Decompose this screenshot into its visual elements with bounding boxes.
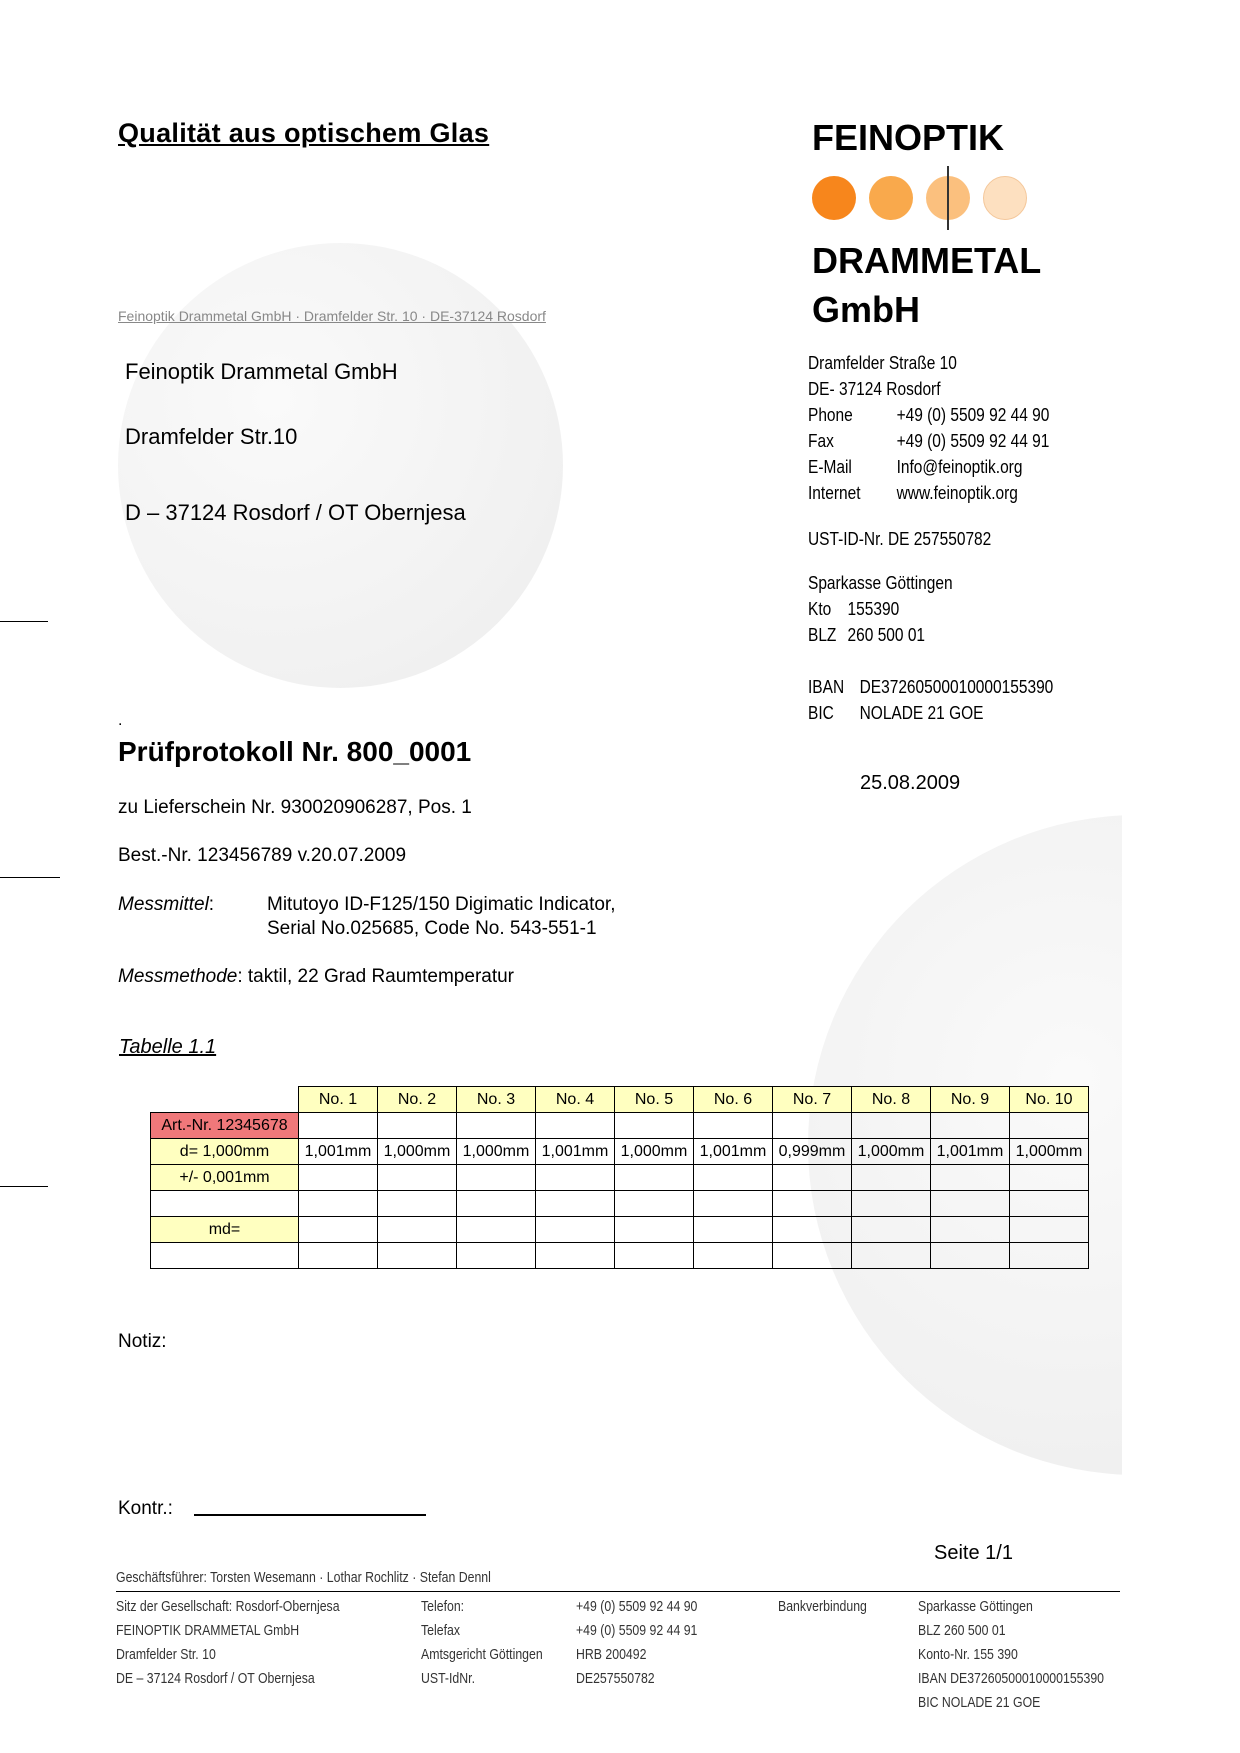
- table-cell: [536, 1243, 615, 1269]
- table-cell: [457, 1113, 536, 1139]
- table-cell: [694, 1191, 773, 1217]
- company-phone: [808, 402, 1049, 428]
- footer-managing-directors: Geschäftsführer: Torsten Wesemann · Lothar Rochlitz · Stefan Dennl: [116, 1569, 491, 1586]
- table-cell: [931, 1217, 1010, 1243]
- footer-text: FEINOPTIK DRAMMETAL GmbH: [116, 1622, 300, 1639]
- messmittel-value-1: Mitutoyo ID-F125/150 Digimatic Indicator,: [267, 894, 616, 915]
- messmittel-label-text: Messmittel: [118, 894, 209, 915]
- table-cell: [151, 1243, 299, 1269]
- table-cell: [931, 1191, 1010, 1217]
- table-cell: [536, 1113, 615, 1139]
- table-cell: [931, 1113, 1010, 1139]
- messmittel-colon: :: [208, 894, 215, 915]
- table-cell: [378, 1165, 457, 1191]
- measured-value-cell: 1,001mm: [299, 1139, 378, 1165]
- table-cell: [378, 1191, 457, 1217]
- blz-value: 260 500 01: [847, 625, 926, 645]
- table-cell: [1010, 1165, 1089, 1191]
- column-header: No. 6: [694, 1087, 773, 1113]
- fax-value: +49 (0) 5509 92 44 91: [896, 431, 1050, 451]
- footer-text: DE – 37124 Rosdorf / OT Obernjesa: [116, 1670, 315, 1687]
- column-header: No. 9: [931, 1087, 1010, 1113]
- blz-label: BLZ: [808, 625, 837, 645]
- table-cell: [536, 1191, 615, 1217]
- company-blz: [808, 622, 925, 648]
- measurement-table: [150, 1086, 1089, 1269]
- phone-label: Phone: [808, 405, 853, 425]
- messmethode: [118, 966, 514, 988]
- footer-column-values: [576, 1595, 697, 1691]
- table-cell: [615, 1165, 694, 1191]
- recipient-street: Dramfelder Str.10: [125, 424, 298, 449]
- footer-text: Sitz der Gesellschaft: Rosdorf-Obernjesa: [116, 1598, 340, 1615]
- table-cell: [852, 1243, 931, 1269]
- table-cell: [299, 1191, 378, 1217]
- company-ust-id: UST-ID-Nr. DE 257550782: [808, 529, 992, 549]
- recipient-city: D – 37124 Rosdorf / OT Obernjesa: [125, 500, 466, 525]
- footer-text: Telefax: [421, 1622, 460, 1639]
- lieferschein-reference: zu Lieferschein Nr. 930020906287, Pos. 1: [118, 797, 472, 818]
- company-iban: [808, 674, 1053, 700]
- notes-label: Notiz:: [118, 1331, 167, 1352]
- footer-column-bank: [918, 1595, 1104, 1715]
- column-header: No. 7: [773, 1087, 852, 1113]
- table-cell: [1010, 1191, 1089, 1217]
- footer-text: Konto-Nr. 155 390: [918, 1646, 1018, 1663]
- punch-mark: [0, 877, 60, 878]
- table-cell: [694, 1243, 773, 1269]
- internet-label: Internet: [808, 483, 861, 503]
- footer-text: BLZ 260 500 01: [918, 1622, 1006, 1639]
- measured-value-cell: 1,000mm: [1010, 1139, 1089, 1165]
- company-bic: [808, 700, 983, 726]
- table-cell: [299, 1113, 378, 1139]
- table-cell: [694, 1217, 773, 1243]
- recipient-name: Feinoptik Drammetal GmbH: [125, 359, 398, 384]
- table-cell: [299, 1217, 378, 1243]
- table-corner: [151, 1087, 299, 1113]
- table-cell: [378, 1243, 457, 1269]
- nominal-diameter-cell: d= 1,000mm: [151, 1139, 299, 1165]
- messmethode-label: Messmethode: [118, 966, 238, 987]
- logo-name-feinoptik: FEINOPTIK: [812, 117, 1005, 158]
- signature-line: [194, 1514, 426, 1516]
- measured-value-cell: 1,001mm: [536, 1139, 615, 1165]
- table-cell: [931, 1165, 1010, 1191]
- fold-mark: [0, 621, 48, 622]
- table-row: [151, 1191, 1089, 1217]
- footer-text: Bankverbindung: [778, 1598, 867, 1615]
- footer-text: DE257550782: [576, 1670, 655, 1687]
- footer-text: UST-IdNr.: [421, 1670, 476, 1687]
- checked-by-label: Kontr.:: [118, 1498, 173, 1519]
- column-header: No. 4: [536, 1087, 615, 1113]
- table-cell: [773, 1191, 852, 1217]
- company-kto: [808, 596, 899, 622]
- footer-text: Sparkasse Göttingen: [918, 1598, 1033, 1615]
- logo-dot-icon: [869, 176, 913, 220]
- kto-value: 155390: [847, 599, 900, 619]
- protocol-title: Prüfprotokoll Nr. 800_0001: [118, 736, 472, 767]
- footer-text: Amtsgericht Göttingen: [421, 1646, 543, 1663]
- stray-dot: .: [118, 712, 123, 729]
- table-cell: [773, 1217, 852, 1243]
- table-cell: [536, 1165, 615, 1191]
- article-number-cell: Art.-Nr. 12345678: [151, 1113, 299, 1139]
- column-header: No. 3: [457, 1087, 536, 1113]
- table-cell: [694, 1165, 773, 1191]
- company-bank: Sparkasse Göttingen: [808, 573, 953, 593]
- logo-dot-icon: [983, 176, 1027, 220]
- table-cell: [1010, 1217, 1089, 1243]
- measured-value-cell: 1,000mm: [457, 1139, 536, 1165]
- footer-text: +49 (0) 5509 92 44 90: [576, 1598, 698, 1615]
- footer-column-labels: [421, 1595, 543, 1691]
- table-row: [151, 1243, 1089, 1269]
- column-header: No. 10: [1010, 1087, 1089, 1113]
- table-cell: [773, 1243, 852, 1269]
- measured-value-cell: 1,000mm: [378, 1139, 457, 1165]
- measured-value-cell: 1,000mm: [615, 1139, 694, 1165]
- order-number: Best.-Nr. 123456789 v.20.07.2009: [118, 845, 407, 866]
- table-cell: [457, 1243, 536, 1269]
- page-number: Seite 1/1: [934, 1542, 1013, 1564]
- footer-column-bank-label: [778, 1595, 867, 1619]
- iban-value: DE37260500010000155390: [859, 677, 1054, 697]
- sender-address-line: Feinoptik Drammetal GmbH · Dramfelder Str. 10 · DE-37124 Rosdorf: [118, 308, 546, 324]
- tolerance-cell: +/- 0,001mm: [151, 1165, 299, 1191]
- logo-name-drammetal: DRAMMETAL: [812, 240, 1042, 281]
- document-date: 25.08.2009: [860, 772, 961, 794]
- table-cell: [615, 1113, 694, 1139]
- table-cell: [694, 1113, 773, 1139]
- internet-value: www.feinoptik.org: [896, 483, 1018, 503]
- table-cell: [457, 1165, 536, 1191]
- table-cell: [852, 1113, 931, 1139]
- footer-text: Telefon:: [421, 1598, 465, 1615]
- footer-text: HRB 200492: [576, 1646, 647, 1663]
- table-cell: [299, 1243, 378, 1269]
- footer-text: +49 (0) 5509 92 44 91: [576, 1622, 698, 1639]
- iban-label: IBAN: [808, 677, 845, 697]
- table-cell: [1010, 1113, 1089, 1139]
- table-cell: [852, 1191, 931, 1217]
- table-cell: [852, 1217, 931, 1243]
- measured-value-cell: 0,999mm: [773, 1139, 852, 1165]
- table-cell: [151, 1191, 299, 1217]
- table-cell: [931, 1243, 1010, 1269]
- column-header: No. 2: [378, 1087, 457, 1113]
- table-row: [151, 1165, 1089, 1191]
- phone-value: +49 (0) 5509 92 44 90: [896, 405, 1050, 425]
- table-cell: [773, 1113, 852, 1139]
- logo-name-gmbh: GmbH: [812, 289, 920, 330]
- table-header-row: [151, 1087, 1089, 1113]
- company-fax: [808, 428, 1049, 454]
- table-caption: Tabelle 1.1: [119, 1036, 217, 1058]
- table-cell: [378, 1113, 457, 1139]
- email-label: E-Mail: [808, 457, 852, 477]
- company-city: DE- 37124 Rosdorf: [808, 379, 941, 399]
- table-cell: [615, 1243, 694, 1269]
- column-header: No. 8: [852, 1087, 931, 1113]
- column-header: No. 1: [299, 1087, 378, 1113]
- column-header: No. 5: [615, 1087, 694, 1113]
- table-cell: [852, 1165, 931, 1191]
- logo-crosshair-icon: [947, 166, 949, 230]
- footer-text: IBAN DE37260500010000155390: [918, 1670, 1105, 1687]
- table-row: [151, 1139, 1089, 1165]
- company-email: [808, 454, 1022, 480]
- bic-label: BIC: [808, 703, 834, 723]
- kto-label: Kto: [808, 599, 832, 619]
- footer-text: BIC NOLADE 21 GOE: [918, 1694, 1041, 1711]
- table-cell: [1010, 1243, 1089, 1269]
- measured-value-cell: 1,000mm: [852, 1139, 931, 1165]
- measured-value-cell: 1,001mm: [694, 1139, 773, 1165]
- messmittel-label: [118, 894, 214, 916]
- messmittel-value-2: Serial No.025685, Code No. 543-551-1: [267, 918, 597, 939]
- table-cell: [615, 1191, 694, 1217]
- md-cell: md=: [151, 1217, 299, 1243]
- table-cell: [299, 1165, 378, 1191]
- table-row: [151, 1113, 1089, 1139]
- page-headline: Qualität aus optischem Glas: [118, 118, 490, 148]
- company-internet: [808, 480, 1018, 506]
- company-street: Dramfelder Straße 10: [808, 353, 957, 373]
- footer-text: Dramfelder Str. 10: [116, 1646, 216, 1663]
- email-value: Info@feinoptik.org: [896, 457, 1023, 477]
- messmethode-value: : taktil, 22 Grad Raumtemperatur: [237, 966, 515, 987]
- logo-dot-icon: [812, 176, 856, 220]
- footer-column-company: [116, 1595, 340, 1691]
- table-cell: [615, 1217, 694, 1243]
- bic-value: NOLADE 21 GOE: [859, 703, 984, 723]
- footer-divider: [116, 1591, 1120, 1592]
- table-cell: [773, 1165, 852, 1191]
- measured-value-cell: 1,001mm: [931, 1139, 1010, 1165]
- table-cell: [457, 1217, 536, 1243]
- fold-mark: [0, 1186, 48, 1187]
- table-cell: [457, 1191, 536, 1217]
- table-row: [151, 1217, 1089, 1243]
- table-cell: [536, 1217, 615, 1243]
- fax-label: Fax: [808, 431, 834, 451]
- table-cell: [378, 1217, 457, 1243]
